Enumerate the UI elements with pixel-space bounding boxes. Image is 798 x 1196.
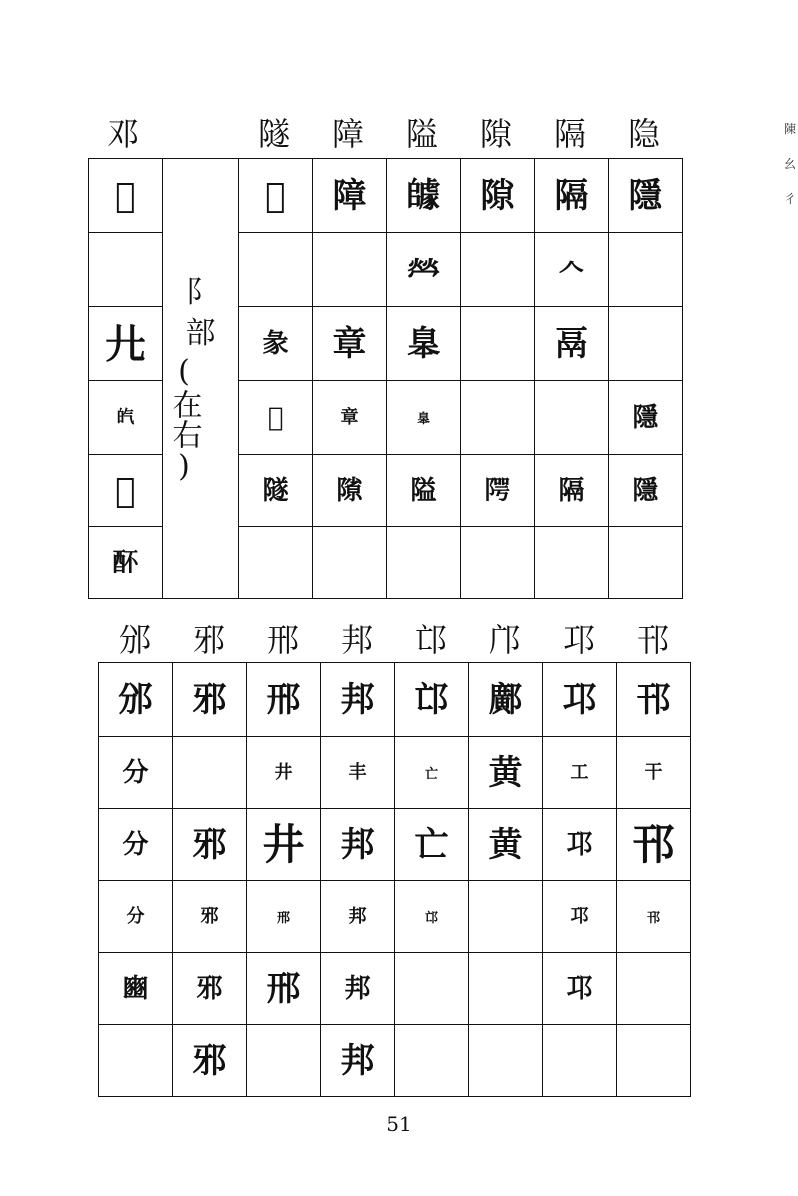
bottom-cell-r3-c7 [617, 881, 691, 953]
seal-glyph: 分 [122, 829, 149, 860]
top-cell-r0-c0 [239, 159, 313, 233]
top-left-cell-2 [89, 307, 163, 381]
seal-glyph: 邦 [340, 824, 375, 865]
bottom-cell-r1-c2 [247, 737, 321, 809]
bottom-cell-r2-c1 [173, 809, 247, 881]
bottom-cell-r4-c0 [99, 953, 173, 1025]
bottom-cell-r5-c3 [321, 1025, 395, 1097]
top-cell-r2-c1 [313, 307, 387, 381]
bottom-cell-r2-c3 [321, 809, 395, 881]
seal-glyph: 邦 [340, 679, 375, 720]
seal-glyph: 邙 [424, 911, 438, 926]
seal-glyph: 章 [332, 323, 367, 364]
edge-mark-2: 彳 [784, 192, 797, 206]
bottom-cell-r3-c3 [321, 881, 395, 953]
top-header-0: 邓 [106, 115, 139, 153]
edge-mark-1: 幺 [784, 157, 797, 171]
bottom-cell-r0-c0 [99, 663, 173, 737]
bottom-cell-r3-c4 [395, 881, 469, 953]
bottom-cell-r1-c5 [469, 737, 543, 809]
top-cell-r3-c4 [535, 381, 609, 455]
seal-glyph: 𨻶 [336, 475, 363, 506]
bottom-cell-r4-c7 [617, 953, 691, 1025]
top-cell-r3-c1 [313, 381, 387, 455]
top-left-cell-1 [89, 233, 163, 307]
seal-glyph: 鬲 [554, 323, 589, 364]
top-cell-r4-c2 [387, 455, 461, 527]
seal-glyph: 丰 [348, 762, 367, 783]
bottom-header-6: 邛 [562, 621, 595, 659]
bottom-cell-r1-c7 [617, 737, 691, 809]
seal-glyph: 邪 [196, 973, 223, 1004]
seal-glyph: 隙 [480, 175, 515, 216]
seal-glyph: 黄 [488, 752, 523, 793]
seal-glyph: 邙 [414, 679, 449, 720]
bottom-header-7: 邗 [636, 621, 669, 659]
seal-glyph: 𨟷 [112, 547, 139, 578]
seal-glyph: 分 [122, 757, 149, 788]
seal-glyph: 章 [340, 407, 359, 428]
radical-position: (在右) [166, 354, 202, 484]
bottom-cell-r4-c5 [469, 953, 543, 1025]
radical-label-cell [163, 159, 239, 599]
top-cell-r2-c5 [609, 307, 683, 381]
top-glyph-table [88, 158, 683, 599]
top-cell-r4-c5 [609, 455, 683, 527]
top-cell-r4-c0 [239, 455, 313, 527]
bottom-cell-r0-c4 [395, 663, 469, 737]
bottom-header-5: 邝 [488, 621, 521, 659]
top-cell-r0-c5 [609, 159, 683, 233]
edge-mark-0: 陳 [784, 122, 797, 136]
top-cell-r5-c4 [535, 527, 609, 599]
top-left-cell-3 [89, 381, 163, 455]
seal-glyph: 豳 [122, 973, 149, 1004]
top-cell-r0-c1 [313, 159, 387, 233]
top-header-1: 隧 [257, 115, 290, 153]
seal-glyph: 障 [332, 175, 367, 216]
bottom-cell-r1-c1 [173, 737, 247, 809]
bottom-cell-r5-c4 [395, 1025, 469, 1097]
seal-glyph: 邗 [636, 679, 671, 720]
top-cell-r5-c2 [387, 527, 461, 599]
seal-glyph: 𤽍 [116, 407, 135, 428]
bottom-cell-r0-c1 [173, 663, 247, 737]
bottom-cell-r4-c6 [543, 953, 617, 1025]
top-cell-r2-c4 [535, 307, 609, 381]
bottom-cell-r5-c6 [543, 1025, 617, 1097]
top-header-4: 隙 [479, 115, 512, 153]
bottom-cell-r5-c0 [99, 1025, 173, 1097]
seal-glyph: 𨽌 [267, 402, 284, 433]
bottom-glyph-table [98, 662, 691, 1097]
top-cell-r1-c5 [609, 233, 683, 307]
seal-glyph: 隧 [262, 475, 289, 506]
top-cell-r4-c1 [313, 455, 387, 527]
top-cell-r3-c5 [609, 381, 683, 455]
seal-glyph: 邛 [570, 906, 589, 927]
bottom-header-2: 邢 [266, 621, 299, 659]
seal-glyph: 邪 [192, 824, 227, 865]
top-cell-r4-c4 [535, 455, 609, 527]
bottom-cell-r2-c7 [617, 809, 691, 881]
seal-glyph: 工 [570, 762, 589, 783]
seal-glyph: 隱 [632, 402, 659, 433]
bottom-cell-r4-c2 [247, 953, 321, 1025]
seal-glyph: 隱 [632, 475, 659, 506]
page-number: 51 [386, 1112, 412, 1136]
seal-glyph: 邪 [200, 906, 219, 927]
seal-glyph: 隱 [628, 175, 663, 216]
bottom-header-4: 邙 [414, 621, 447, 659]
top-left-cell-4 [89, 455, 163, 527]
bottom-cell-r1-c3 [321, 737, 395, 809]
bottom-cell-r5-c1 [173, 1025, 247, 1097]
top-cell-r2-c3 [461, 307, 535, 381]
top-cell-r3-c0 [239, 381, 313, 455]
top-header-3: 隘 [405, 115, 438, 153]
seal-glyph: 邠 [118, 679, 153, 720]
seal-glyph: 隘 [410, 475, 437, 506]
seal-glyph: 邦 [340, 1040, 375, 1081]
seal-glyph: 邛 [562, 679, 597, 720]
bottom-cell-r4-c1 [173, 953, 247, 1025]
bottom-cell-r3-c5 [469, 881, 543, 953]
bottom-cell-r0-c2 [247, 663, 321, 737]
top-left-cell-0 [89, 159, 163, 233]
top-cell-r2-c2 [387, 307, 461, 381]
bottom-cell-r0-c5 [469, 663, 543, 737]
top-cell-r3-c2 [387, 381, 461, 455]
top-cell-r0-c4 [535, 159, 609, 233]
seal-glyph: 分 [126, 906, 145, 927]
seal-glyph: 𨺨 [484, 475, 511, 506]
seal-glyph: 邪 [192, 679, 227, 720]
seal-glyph: 邦 [344, 973, 371, 1004]
bottom-cell-r2-c0 [99, 809, 173, 881]
seal-glyph: 干 [644, 762, 663, 783]
top-cell-r1-c1 [313, 233, 387, 307]
seal-glyph: 彖 [262, 328, 289, 359]
edge-marks [784, 120, 796, 225]
bottom-cell-r4-c3 [321, 953, 395, 1025]
bottom-cell-r2-c4 [395, 809, 469, 881]
top-cell-r2-c0 [239, 307, 313, 381]
seal-glyph: 隔 [554, 175, 589, 216]
bottom-cell-r5-c7 [617, 1025, 691, 1097]
seal-glyph: 𢌬 [104, 318, 147, 368]
bottom-header-3: 邦 [340, 621, 373, 659]
seal-glyph: 黄 [488, 824, 523, 865]
radical-symbol: 阝 [185, 275, 216, 310]
bottom-cell-r0-c6 [543, 663, 617, 737]
seal-glyph: 邗 [632, 819, 675, 869]
bottom-cell-r3-c1 [173, 881, 247, 953]
bottom-cell-r0-c7 [617, 663, 691, 737]
bottom-cell-r0-c3 [321, 663, 395, 737]
top-cell-r1-c4 [535, 233, 609, 307]
bottom-cell-r2-c6 [543, 809, 617, 881]
top-cell-r5-c1 [313, 527, 387, 599]
seal-glyph: 鄺 [488, 679, 523, 720]
top-cell-r3-c3 [461, 381, 535, 455]
top-header-2: 障 [331, 115, 364, 153]
seal-glyph: 邪 [192, 1040, 227, 1081]
seal-glyph: 邛 [566, 973, 593, 1004]
seal-glyph: 邛 [566, 829, 593, 860]
seal-glyph: 𨽌 [265, 175, 286, 216]
top-cell-r5-c0 [239, 527, 313, 599]
top-cell-r5-c3 [461, 527, 535, 599]
seal-glyph: 𦤎 [416, 412, 430, 427]
bottom-cell-r2-c5 [469, 809, 543, 881]
top-cell-r1-c0 [239, 233, 313, 307]
bottom-cell-r4-c4 [395, 953, 469, 1025]
top-cell-r4-c3 [461, 455, 535, 527]
bottom-header-0: 邠 [118, 621, 151, 659]
bottom-cell-r2-c2 [247, 809, 321, 881]
seal-glyph: 亡 [424, 767, 438, 782]
seal-glyph: 𨞏 [115, 175, 136, 216]
seal-glyph: 邢 [276, 911, 290, 926]
seal-glyph: 𠆢 [558, 254, 585, 285]
seal-glyph: 𨼃 [115, 470, 136, 511]
seal-glyph: 亡 [414, 824, 449, 865]
bottom-cell-r3-c6 [543, 881, 617, 953]
bottom-cell-r1-c4 [395, 737, 469, 809]
top-cell-r0-c3 [461, 159, 535, 233]
bottom-cell-r3-c0 [99, 881, 173, 953]
seal-glyph: 井 [274, 762, 293, 783]
bottom-cell-r3-c2 [247, 881, 321, 953]
seal-glyph: 隔 [558, 475, 585, 506]
seal-glyph: 𦤎 [406, 323, 441, 364]
top-cell-r1-c3 [461, 233, 535, 307]
seal-glyph: 邢 [266, 679, 301, 720]
top-cell-r5-c5 [609, 527, 683, 599]
radical-bu: 部 [185, 315, 216, 351]
seal-glyph: 邗 [646, 911, 660, 926]
bottom-cell-r5-c2 [247, 1025, 321, 1097]
bottom-header-1: 邪 [192, 621, 225, 659]
bottom-cell-r1-c0 [99, 737, 173, 809]
seal-glyph: 井 [262, 819, 305, 869]
top-cell-r1-c2 [387, 233, 461, 307]
seal-glyph: 邦 [348, 906, 367, 927]
top-left-cell-5 [89, 527, 163, 599]
seal-glyph: 𤇾 [406, 249, 441, 290]
top-header-6: 隐 [627, 115, 660, 153]
seal-glyph: 邢 [266, 968, 301, 1009]
top-header-5: 隔 [553, 115, 586, 153]
top-cell-r0-c2 [387, 159, 461, 233]
bottom-cell-r1-c6 [543, 737, 617, 809]
bottom-cell-r5-c5 [469, 1025, 543, 1097]
seal-glyph: 𨼽 [406, 175, 441, 216]
